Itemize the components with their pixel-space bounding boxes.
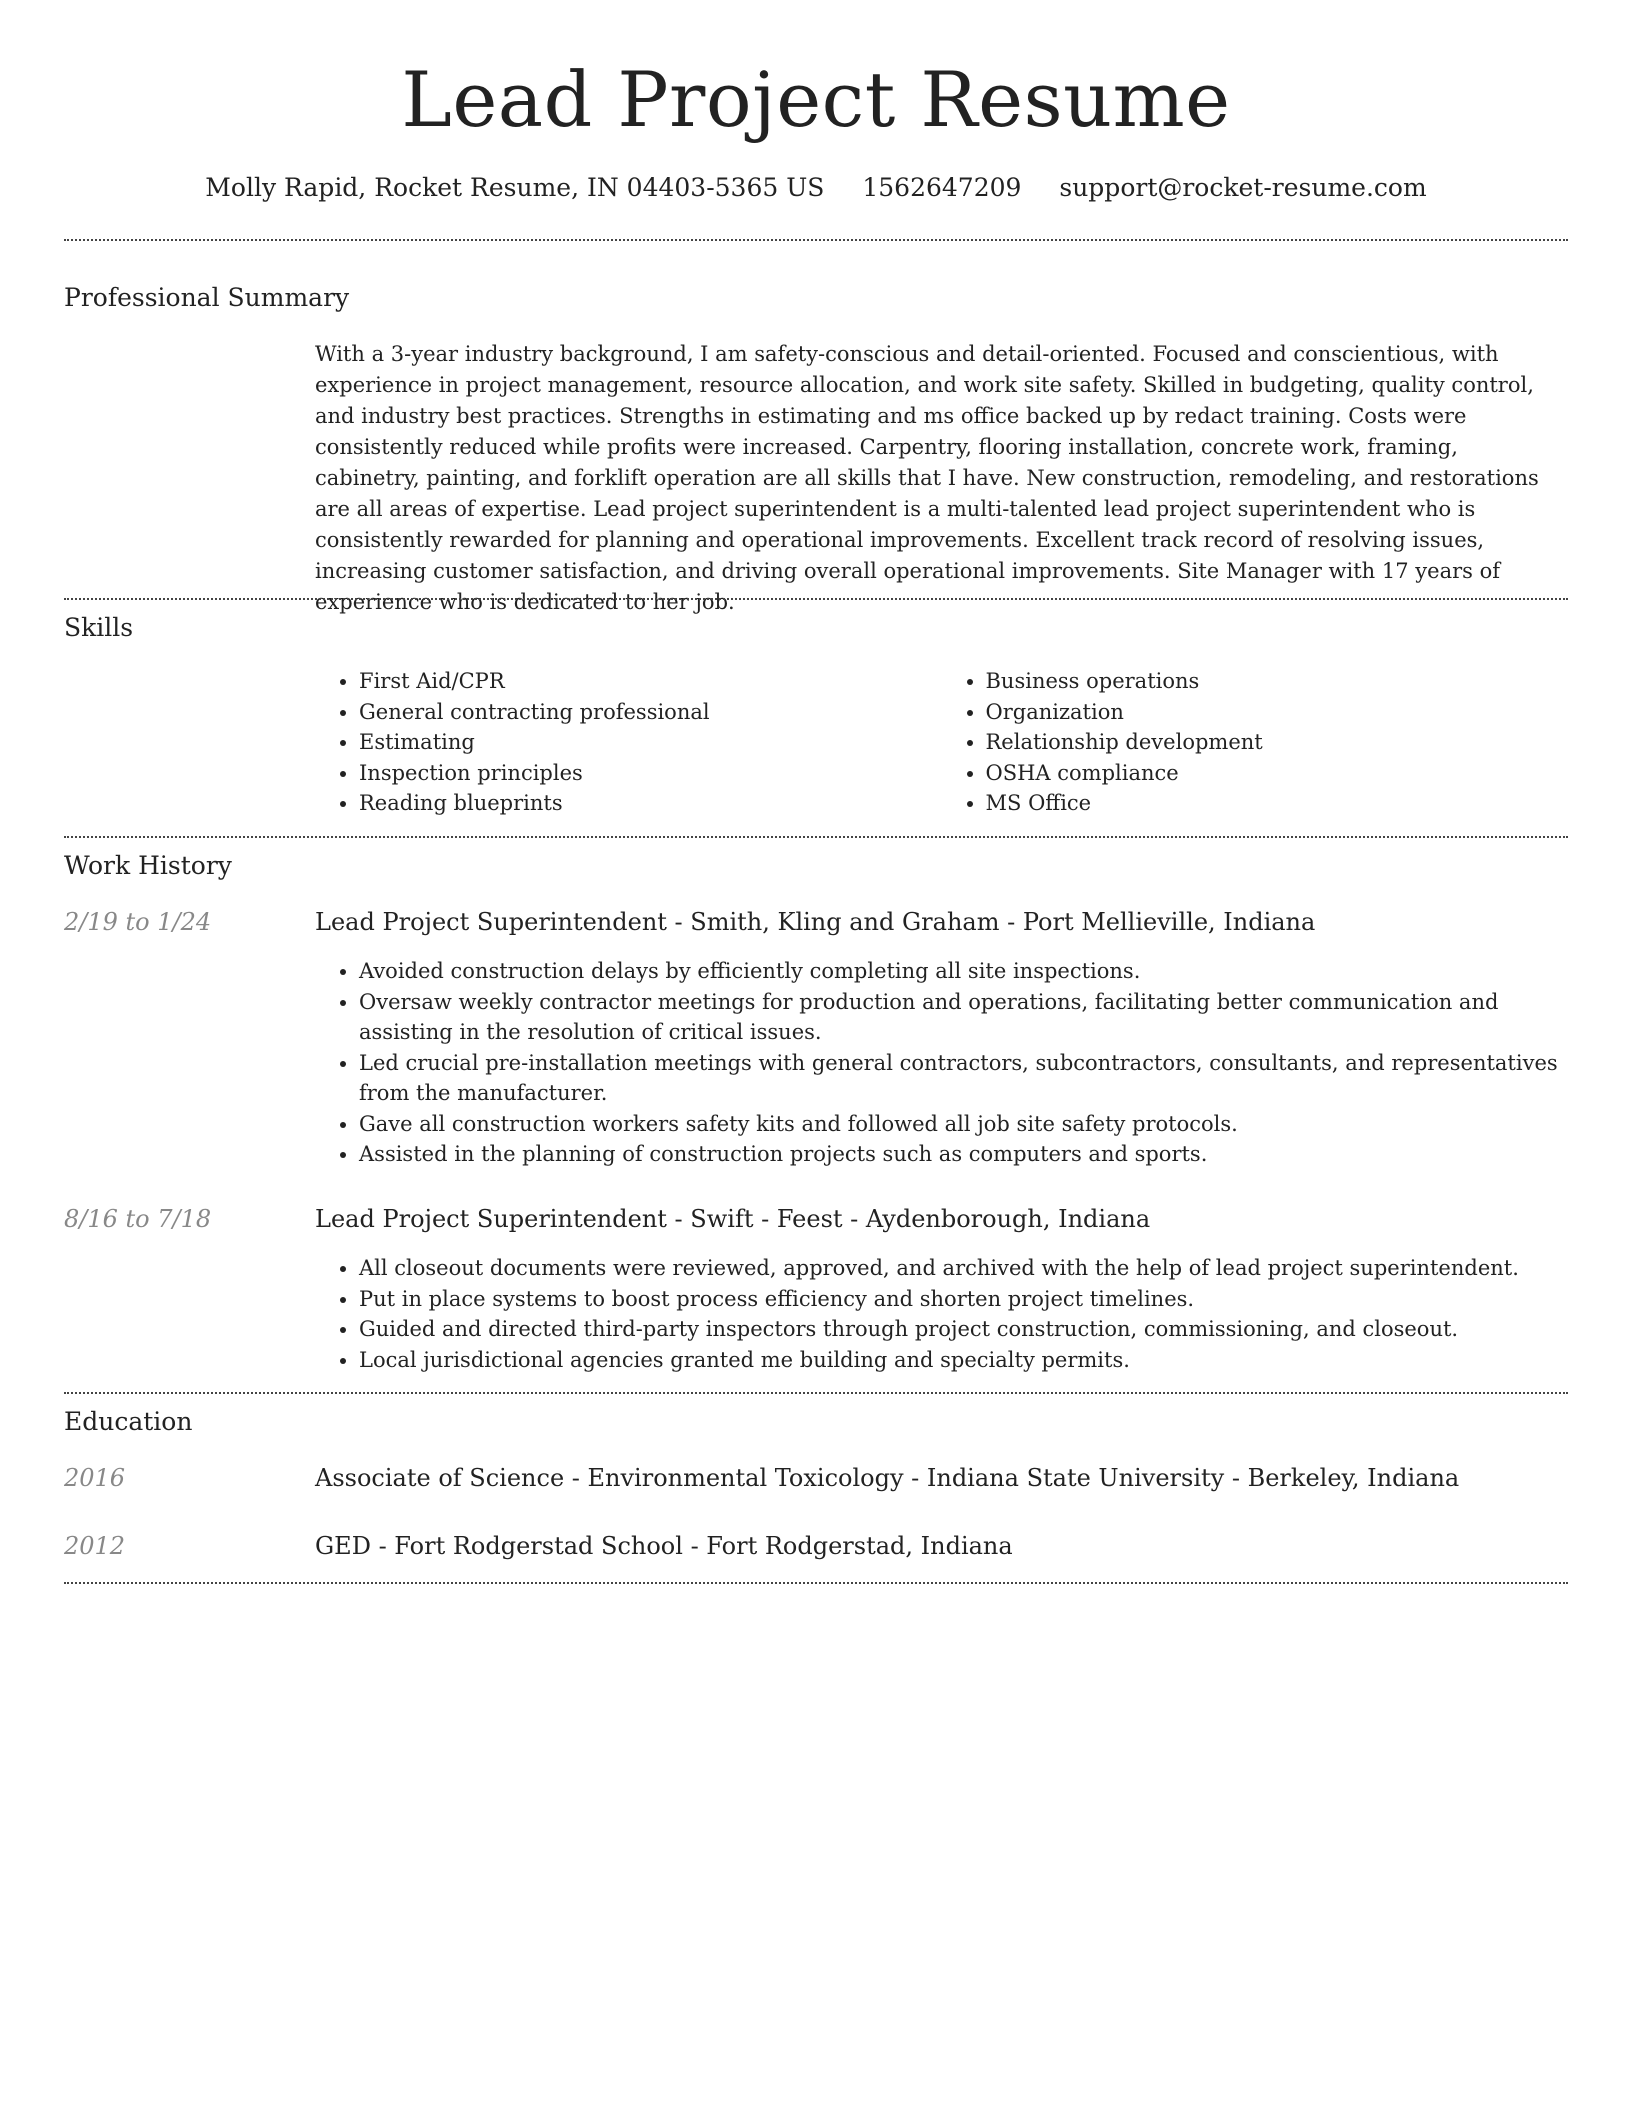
divider [64,1392,1568,1394]
divider [64,598,1568,600]
skill-item: • Business operations [986,666,1569,697]
education-entry: Associate of Science - Environmental Toxicology - Indiana State University - Berkeley, Indiana [315,1464,1460,1492]
job-title: Lead Project Superintendent - Smith, Kling and Graham - Port Mellieville, Indiana [315,908,1316,936]
divider [64,836,1568,838]
divider [64,239,1568,241]
skill-item: • First Aid/CPR [359,666,942,697]
contact-email: support@rocket-resume.com [1059,173,1427,202]
job-bullet: • All closeout documents were reviewed, approved, and archived with the help of lead project superintendent. [359,1253,1568,1284]
resume-title: Lead Project Resume [401,55,1231,144]
education-year: 2016 [64,1464,126,1492]
section-title-summary: Professional Summary [64,283,350,312]
skill-item: • Organization [986,697,1569,728]
divider [64,1582,1568,1584]
job-bullets [315,956,1568,1170]
summary-section [315,339,1568,618]
skills-column-right [942,666,1569,819]
skill-item: • Inspection principles [359,758,942,789]
job-bullet: • Local jurisdictional agencies granted me building and specialty permits. [359,1345,1568,1376]
skills-column-left [315,666,942,819]
job-dates: 2/19 to 1/24 [64,908,212,936]
job-bullet: • Avoided construction delays by efficiently completing all site inspections. [359,956,1568,987]
job-dates: 8/16 to 7/18 [64,1205,212,1233]
job-bullet: • Oversaw weekly contractor meetings for production and operations, facilitating better communication and assisting in the resolution of critical issues. [359,987,1568,1048]
job-bullets [315,1253,1568,1375]
job-bullet: • Guided and directed third-party inspectors through project construction, commissioning, and closeout. [359,1314,1568,1345]
skill-item: • General contracting professional [359,697,942,728]
contact-address: Molly Rapid, Rocket Resume, IN 04403-5365 US [205,173,825,202]
education-year: 2012 [64,1532,126,1560]
contact-phone: 1562647209 [862,173,1022,202]
skills-list [315,666,1568,819]
skill-item: • Estimating [359,727,942,758]
section-title-skills: Skills [64,613,134,642]
skill-item: • Reading blueprints [359,788,942,819]
job-bullet: • Led crucial pre-installation meetings with general contractors, subcontractors, consultants, and representatives from the manufacturer. [359,1048,1568,1109]
skill-item: • OSHA compliance [986,758,1569,789]
job-bullet: • Gave all construction workers safety kits and followed all job site safety protocols. [359,1109,1568,1140]
job-bullet: • Assisted in the planning of construction projects such as computers and sports. [359,1139,1568,1170]
job-bullet: • Put in place systems to boost process efficiency and shorten project timelines. [359,1284,1568,1315]
summary-text: With a 3-year industry background, I am safety-conscious and detail-oriented. Focused and conscientious, with experience in project management, resource allocation, and work site safety. Skilled in budgeting, quality control, and industry best practices. Strengths in estimating and ms office backed up by redact training. Costs were consistently reduced while profits were increased. Carpentry, flooring installation, concrete work, framing, cabinetry, painting, and forklift operation are all skills that I have. New construction, remodeling, and restorations are all areas of expertise. Lead project superintendent is a multi-talented lead project superintendent who is consistently rewarded for planning and operational improvements. Excellent track record of resolving issues, increasing customer satisfaction, and driving overall operational improvements. Site Manager with 17 years of experience who is dedicated to her job. [315,342,1539,614]
contact-line [0,170,1632,206]
education-entry: GED - Fort Rodgerstad School - Fort Rodgerstad, Indiana [315,1532,1013,1560]
section-title-education: Education [64,1407,193,1436]
skill-item: • MS Office [986,788,1569,819]
section-title-work-history: Work History [64,851,232,880]
job-title: Lead Project Superintendent - Swift - Feest - Aydenborough, Indiana [315,1205,1151,1233]
skill-item: • Relationship development [986,727,1569,758]
